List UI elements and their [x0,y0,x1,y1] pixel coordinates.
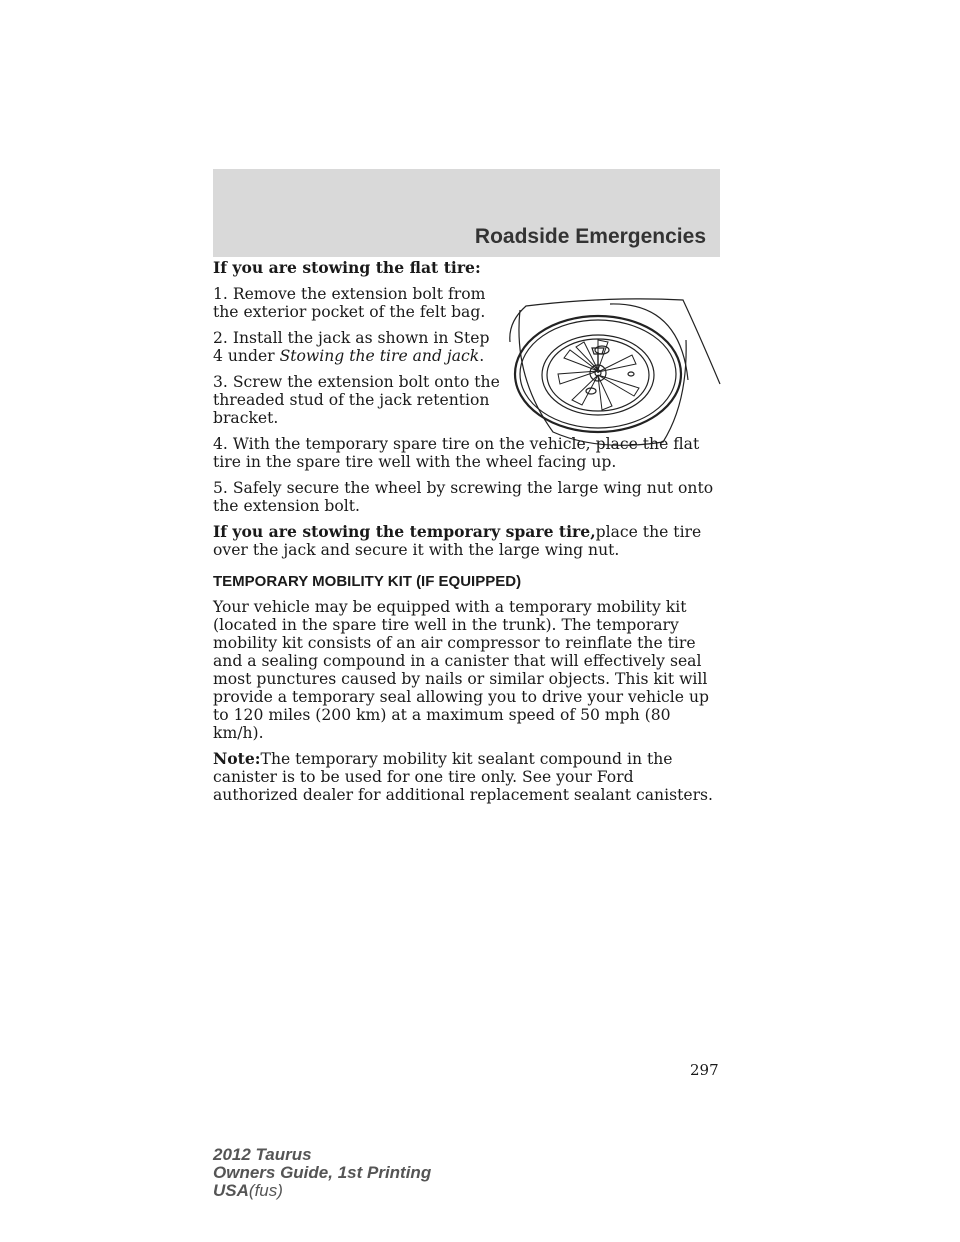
footer-edition: Owners Guide, 1st Printing [213,1163,432,1182]
note-label: Note: [213,749,261,768]
stow-flat-step-5: 5. Safely secure the wheel by screwing the large wing nut onto the extension bolt. [213,479,714,515]
footer [213,1146,431,1200]
step-2-end: . [479,347,485,365]
step-2-reference: Stowing the tire and jack [279,347,480,365]
stow-flat-step-3: 3. Screw the extension bolt onto the threaded stud of the jack retention bracket. [213,373,500,427]
stow-flat-heading: If you are stowing the flat tire: [213,258,481,277]
footer-model: 2012 Taurus [213,1145,312,1164]
mobility-kit-note [213,750,721,804]
step-2-text: 2. Install the jack as shown in Step 4 under [213,329,490,365]
footer-country: USA [213,1181,249,1200]
header-band [213,169,720,257]
footer-region [213,1182,431,1200]
note-text: The temporary mobility kit sealant compound in the canister is to be used for one tire only. See your Ford authorized dealer for additional replacement sealant canisters. [213,750,713,804]
stow-flat-step-4: 4. With the temporary spare tire on the vehicle, place the flat tire in the spare tire well with the wheel facing up. [213,435,700,471]
page-number: 297 [690,1061,719,1079]
stow-spare-text: place the tire over the jack and secure it with the large wing nut. [213,523,702,559]
stow-spare-lead: If you are stowing the temporary spare tire, [213,522,596,541]
stow-flat-step-2 [213,329,503,365]
page-content [213,259,721,812]
mobility-kit-heading: TEMPORARY MOBILITY KIT (IF EQUIPPED) [213,573,522,590]
footer-code: (fus) [248,1181,283,1200]
mobility-kit-body: Your vehicle may be equipped with a temporary mobility kit (located in the spare tire well in the trunk). The temporary mobility kit consists of an air compressor to reinflate the tire and a sealing compound in a canister that will effectively seal most punctures caused by nails or similar objects. This kit will provide a temporary seal allowing you to drive your vehicle up to 120 miles (200 km) at a maximum speed of 50 mph (80 km/h). [213,598,709,742]
stow-flat-step-1: 1. Remove the extension bolt from the exterior pocket of the felt bag. [213,285,486,321]
stow-spare-paragraph [213,523,721,559]
section-title: Roadside Emergencies [474,225,706,248]
